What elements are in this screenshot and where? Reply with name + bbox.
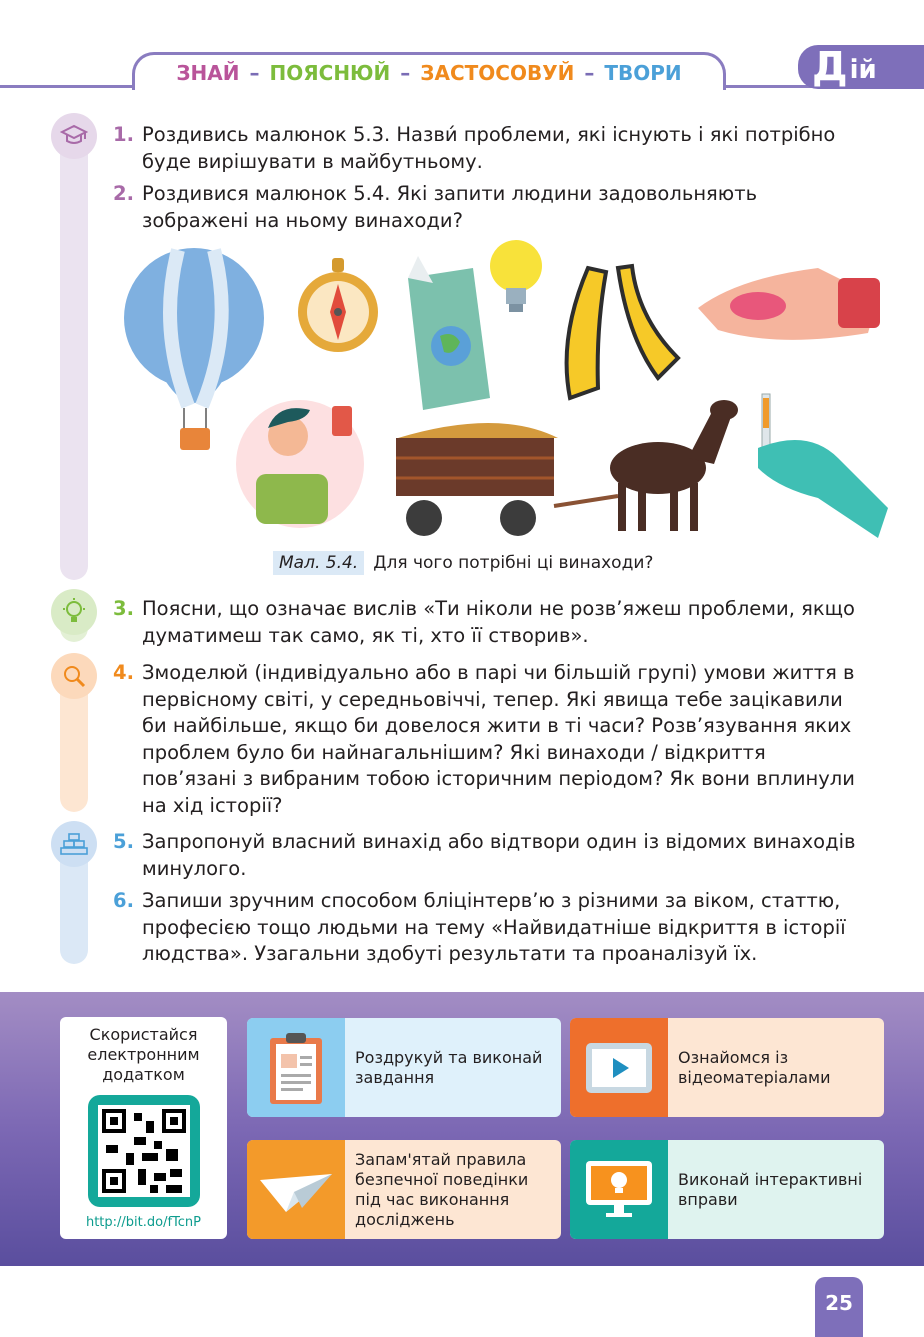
section-tab-big-letter: Д: [812, 44, 848, 90]
task-text: Запропонуй власний винахід або відтвори один із відомих винаходів минулого.: [142, 830, 856, 880]
task-text: Поясни, що означає вислів «Ти ніколи не розв’яжеш проблеми, якщо думатимеш так само, як ті, хто її створив».: [142, 597, 855, 647]
task-number: 2.: [113, 182, 134, 205]
header-banner: [132, 52, 726, 90]
qr-url-link[interactable]: http://bit.do/fTcnP: [85, 1215, 202, 1230]
boy-taking-selfie-image: [236, 400, 364, 528]
hot-air-balloon-image: [124, 248, 264, 450]
task-item: [113, 660, 858, 819]
interactive-exercises-button[interactable]: [570, 1140, 884, 1239]
task-text: Змоделюй (індивідуально або в парі чи більшій групі) умови життя в первісному світі, у середньовіччі, тепер. Які явища тебе зацікавили би найбільше, якщо би довелося жити в ті часи? Розв’язування яких проблем було би найнагальнішим? Які винаходи / відкриття пов’язані з вибраним тобою історичним періодом? Як вони вплинули на хід історії?: [142, 661, 855, 817]
interactive-exercises-label: Виконай інтерактивні вправи: [678, 1169, 863, 1209]
video-materials-button[interactable]: [570, 1018, 884, 1117]
safety-rules-button[interactable]: [247, 1140, 561, 1239]
figure-caption-text: Для чого потрібні ці винаходи?: [373, 553, 654, 573]
geography-book-image: [408, 256, 490, 410]
task-number: 5.: [113, 830, 134, 853]
task-item: [113, 888, 858, 968]
print-task-label: Роздрукуй та виконай завдання: [355, 1047, 543, 1087]
inventions-illustration: [118, 238, 898, 550]
task-item: [113, 122, 858, 175]
task-text: Запиши зручним способом бліцінтерв’ю з різними за віком, статтю, професією тощо людьми на тему «Найвидатніше відкриття в історії людства». Узагальни здобуті результати та проаналізуй їх.: [142, 889, 846, 965]
video-materials-label: Ознайомся із відеоматеріалами: [678, 1047, 831, 1087]
task-text: Роздивись малюнок 5.3. Назви́ проблеми, які існують і які потрібно буде вирішувати в майбутньому.: [142, 123, 836, 173]
safety-rules-label: Запам'ятай правила безпечної поведінки під час виконання досліджень: [355, 1149, 529, 1229]
task-text: Роздивися малюнок 5.4. Які запити людини задовольняють зображені на ньому винаходи?: [142, 182, 758, 232]
header-separator: –: [584, 60, 595, 85]
magnifier-icon: [51, 653, 97, 699]
task-number: 4.: [113, 661, 134, 684]
task-item: [113, 596, 858, 649]
header-word-create: ТВОРИ: [604, 60, 682, 85]
hay-cart-image: [396, 423, 618, 536]
graduation-cap-icon: [51, 113, 97, 159]
qr-code-icon: [98, 1105, 190, 1197]
task-item: [113, 181, 858, 234]
print-task-button[interactable]: [247, 1018, 561, 1117]
qr-card[interactable]: [60, 1017, 227, 1239]
header-separator: –: [249, 60, 260, 85]
horse-image: [610, 400, 738, 531]
video-play-icon: [570, 1018, 668, 1117]
hand-with-soap-image: [698, 268, 880, 340]
qr-card-title: Скористайся електронним додатком: [87, 1025, 200, 1084]
task-number: 1.: [113, 123, 134, 146]
task-item: [113, 829, 858, 882]
figure-label: Мал. 5.4.: [273, 551, 364, 575]
qr-code-frame: [88, 1095, 200, 1207]
compass-image: [298, 258, 378, 352]
header-word-apply: ЗАСТОСОВУЙ: [420, 60, 575, 85]
task-number: 6.: [113, 889, 134, 912]
page-number: 25: [815, 1277, 863, 1337]
building-blocks-icon: [51, 821, 97, 867]
task-number: 3.: [113, 597, 134, 620]
section-tab-small-letters: ій: [849, 55, 877, 85]
gloved-hand-syringe-image: [758, 394, 888, 538]
paper-plane-icon: [247, 1140, 345, 1239]
header-separator: –: [400, 60, 411, 85]
figure-caption: [273, 551, 653, 575]
lightbulb-icon: [51, 589, 97, 635]
clipboard-icon: [247, 1018, 345, 1117]
side-rail-purple: [60, 118, 88, 580]
header-word-know: ЗНАЙ: [176, 60, 240, 85]
swim-flippers-image: [567, 266, 678, 398]
light-bulb-image: [490, 240, 542, 312]
header-word-explain: ПОЯСНЮЙ: [269, 60, 391, 85]
section-tab-act: [798, 45, 924, 89]
monitor-lightbulb-icon: [570, 1140, 668, 1239]
